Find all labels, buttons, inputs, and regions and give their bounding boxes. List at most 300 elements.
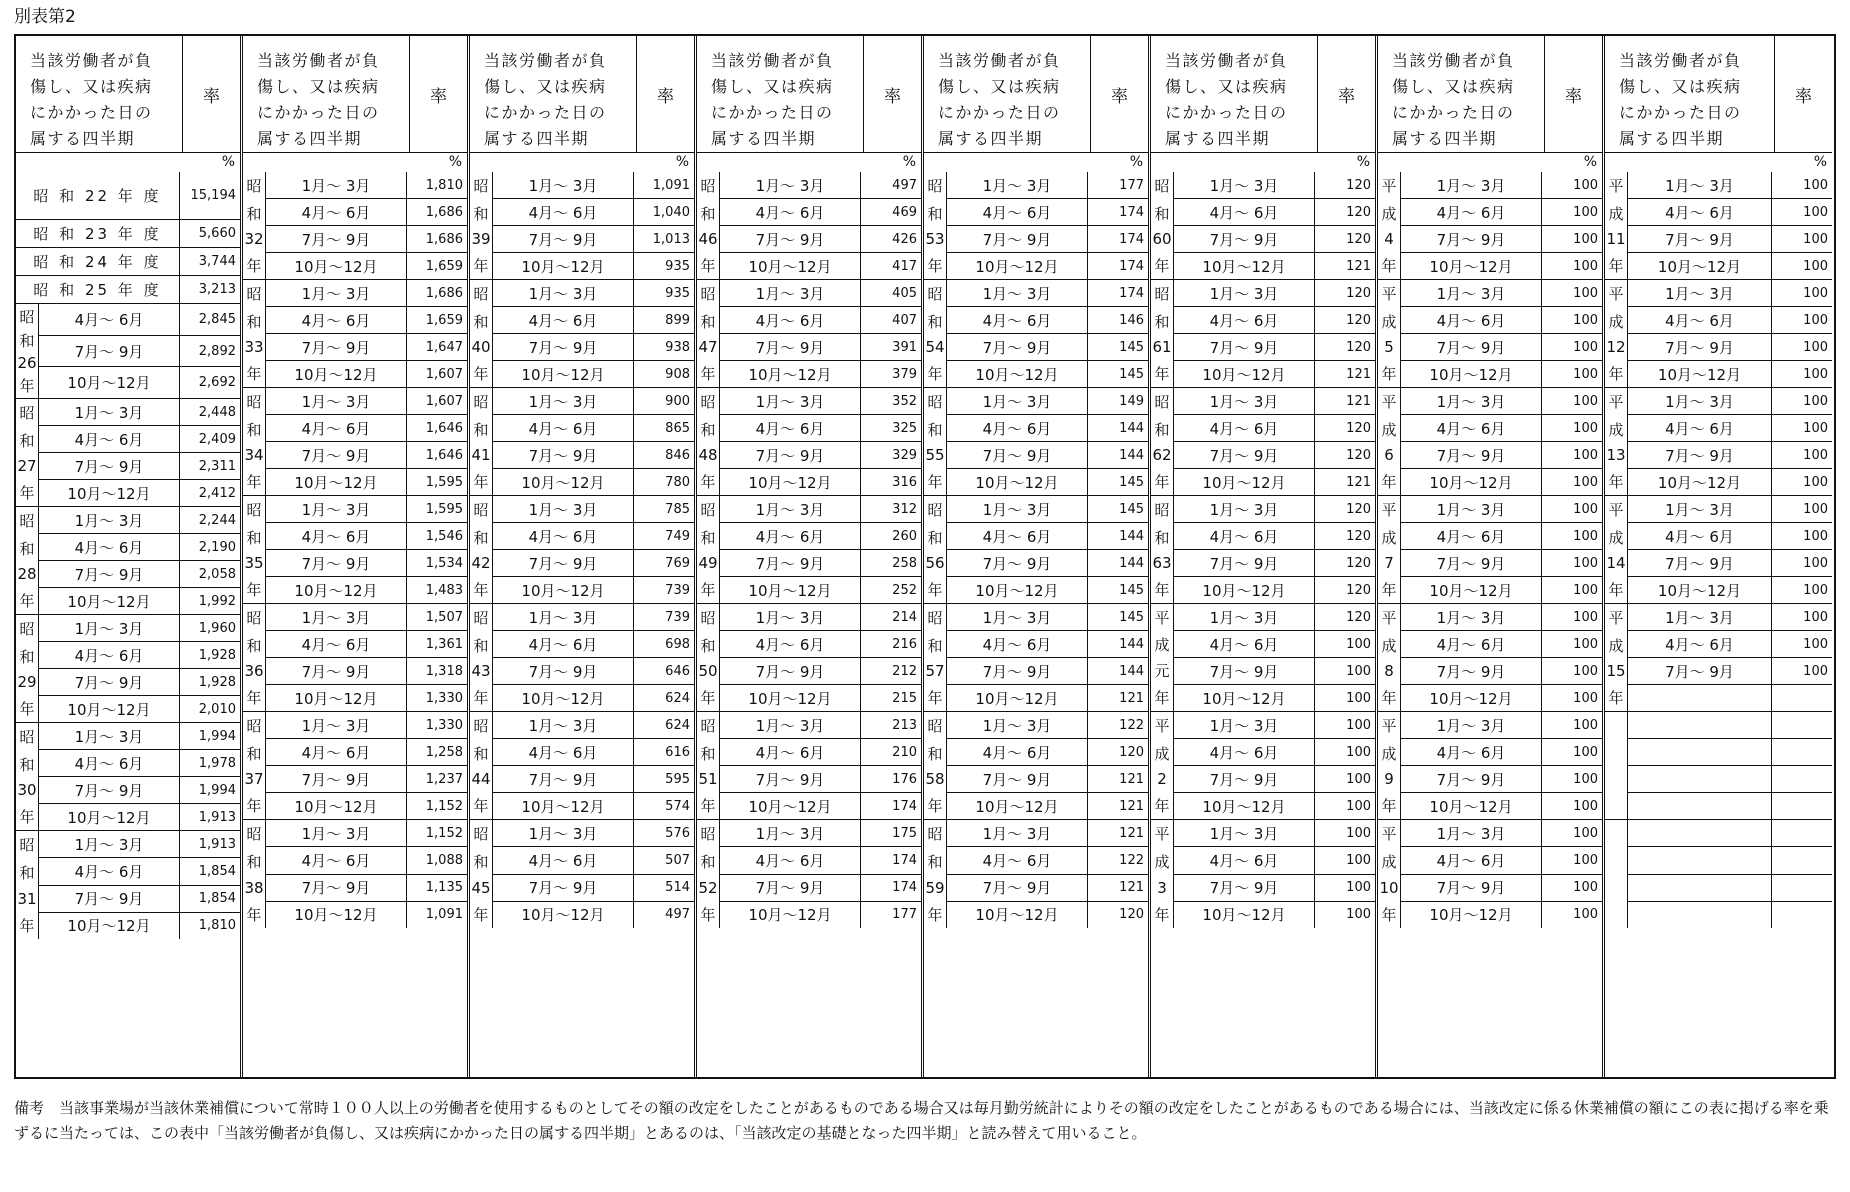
quarter-label: 7月～ 9月: [39, 336, 180, 367]
year-group: [924, 820, 1148, 928]
era-char: 和: [700, 744, 716, 763]
year-group: [697, 820, 921, 928]
quarter-label: 1月～ 3月: [1174, 388, 1315, 414]
era-char: 年: [19, 483, 35, 502]
rate-value: [1772, 685, 1832, 711]
era-year-label: [1378, 388, 1401, 495]
quarter-row: [1174, 685, 1375, 711]
quarter-label: 10月～12月: [266, 902, 407, 928]
rate-value: 213: [892, 717, 917, 733]
rate-value: 100: [1346, 771, 1371, 787]
quarter-label: 1月～ 3月: [493, 496, 634, 522]
quarter-label: 1月～ 3月: [947, 172, 1088, 198]
era-year-label: [16, 723, 39, 830]
era-char: 和: [700, 853, 716, 872]
quarter-row: [1401, 388, 1602, 415]
rate-value: 1,091: [425, 907, 463, 923]
quarter-label: 10月～12月: [1401, 685, 1542, 711]
quarter-label: 4月～ 6月: [947, 847, 1088, 873]
table-column-block: [470, 36, 697, 1077]
rate-value: 1,978: [198, 755, 236, 771]
quarter-label: 7月～ 9月: [947, 766, 1088, 792]
era-year-label: [243, 712, 266, 819]
rate-value: 100: [1573, 420, 1598, 436]
rate-value: 145: [1119, 366, 1144, 382]
quarter-row: [947, 739, 1148, 766]
rate-value: 121: [1346, 366, 1371, 382]
rate-value: 144: [1119, 420, 1144, 436]
era-year-label: [16, 615, 39, 722]
rate-value: 100: [1803, 204, 1828, 220]
quarter-row: [39, 669, 240, 696]
percent-unit: %: [1583, 154, 1597, 170]
era-char: 平: [1381, 177, 1397, 196]
quarter-row: [947, 307, 1148, 334]
quarter-row: [39, 642, 240, 669]
rate-value: 1,659: [425, 258, 463, 274]
era-char: 和: [246, 204, 262, 223]
era-char: 年: [473, 688, 489, 707]
era-char: 成: [1608, 312, 1624, 331]
quarter-rows: [1401, 496, 1602, 603]
rate-value: 121: [1119, 690, 1144, 706]
quarter-row: [266, 658, 467, 685]
quarter-row: [1174, 712, 1375, 739]
year-group: [470, 172, 694, 280]
rate-value: 1,258: [425, 744, 463, 760]
era-char: 29: [17, 673, 37, 692]
era-char: 成: [1381, 420, 1397, 439]
rate-value: 1,152: [425, 798, 463, 814]
era-char: 48: [698, 446, 718, 465]
year-group: [16, 723, 240, 831]
percent-unit: %: [1813, 154, 1827, 170]
quarter-row: [1401, 415, 1602, 442]
era-char: 和: [927, 528, 943, 547]
rate-value: 216: [892, 636, 917, 652]
rate-value: 574: [665, 798, 690, 814]
rate-value: 120: [1119, 744, 1144, 760]
era-char: 年: [1381, 905, 1397, 924]
quarter-row: [1401, 226, 1602, 253]
era-char: 和: [19, 431, 35, 450]
quarter-label: 10月～12月: [493, 361, 634, 387]
quarter-label: 10月～12月: [947, 469, 1088, 495]
quarter-row: [1401, 604, 1602, 631]
era-char: 35: [244, 554, 264, 573]
rate-value: 120: [1346, 312, 1371, 328]
quarter-row: [720, 496, 921, 523]
quarter-row: [493, 847, 694, 874]
era-char: 昭: [1154, 285, 1170, 304]
quarter-row: [1628, 361, 1832, 387]
era-char: 和: [473, 744, 489, 763]
quarter-row: [1174, 469, 1375, 495]
year-group: [16, 615, 240, 723]
quarter-row: [947, 820, 1148, 847]
era-char: 昭: [927, 177, 943, 196]
quarter-row: [1174, 442, 1375, 469]
era-year-label: [1151, 172, 1174, 279]
rate-value: 100: [1573, 258, 1598, 274]
rate-value: [1772, 820, 1832, 846]
era-char: 平: [1154, 608, 1170, 627]
quarter-label: 10月～12月: [720, 577, 861, 603]
quarter-row: [947, 361, 1148, 387]
quarter-label: 1月～ 3月: [493, 820, 634, 846]
rate-value: 1,686: [425, 204, 463, 220]
rate-value: 149: [1119, 393, 1144, 409]
quarter-row: [947, 523, 1148, 550]
rate-value: 1,483: [425, 582, 463, 598]
rate-value: 121: [1346, 474, 1371, 490]
quarter-label: 7月～ 9月: [39, 777, 180, 803]
percent-unit-row: [924, 153, 1148, 172]
era-char: 年: [473, 905, 489, 924]
quarter-label: 4月～ 6月: [720, 307, 861, 333]
rate-value: 2,448: [198, 404, 236, 420]
rate-value: 122: [1119, 717, 1144, 733]
era-char: 昭: [19, 836, 35, 855]
era-char: 和: [19, 539, 35, 558]
rate-value: 100: [1573, 366, 1598, 382]
era-char: 4: [1384, 230, 1394, 249]
quarter-label: 7月～ 9月: [1174, 226, 1315, 252]
quarter-row: [947, 496, 1148, 523]
quarter-label: 4月～ 6月: [493, 523, 634, 549]
quarter-rows: [1174, 388, 1375, 495]
quarter-label: 10月～12月: [493, 577, 634, 603]
quarter-rows: [39, 399, 240, 506]
year-group: [697, 172, 921, 280]
quarter-label: 10月～12月: [1174, 685, 1315, 711]
percent-unit: %: [675, 154, 689, 170]
rate-value: 329: [892, 447, 917, 463]
era-char: 昭: [19, 728, 35, 747]
quarter-rows: [1628, 172, 1832, 279]
rate-value: 1,546: [425, 528, 463, 544]
era-char: 14: [1606, 554, 1626, 573]
quarter-row: [1174, 820, 1375, 847]
quarter-row: [266, 712, 467, 739]
quarter-label: 1月～ 3月: [39, 399, 180, 425]
quarter-label: 7月～ 9月: [493, 334, 634, 360]
quarter-label: 7月～ 9月: [720, 226, 861, 252]
quarter-rows: [1628, 388, 1832, 495]
rate-value: 1,595: [425, 501, 463, 517]
era-char: 昭: [246, 177, 262, 196]
quarter-row: [1401, 739, 1602, 766]
quarter-row: [39, 426, 240, 453]
rate-value: 1,534: [425, 555, 463, 571]
rate-value: 215: [892, 690, 917, 706]
quarter-row: [493, 226, 694, 253]
quarter-row: [947, 280, 1148, 307]
rate-value: 1,361: [425, 636, 463, 652]
era-char: 年: [246, 796, 262, 815]
quarter-label: 1月～ 3月: [266, 604, 407, 630]
year-group: [243, 280, 467, 388]
year-group: [1605, 712, 1832, 820]
rate-value: 1,091: [652, 177, 690, 193]
rate-value: 1,330: [425, 690, 463, 706]
quarter-row: [1628, 334, 1832, 361]
rate-value: 514: [665, 880, 690, 896]
quarter-row: [1174, 280, 1375, 307]
era-char: 5: [1384, 338, 1394, 357]
rate-value: 749: [665, 528, 690, 544]
era-year-label: [470, 388, 493, 495]
quarter-row: [493, 307, 694, 334]
quarter-rows: [1174, 604, 1375, 711]
rate-value: 100: [1346, 744, 1371, 760]
column-body: [1151, 172, 1375, 1078]
rate-value: 1,686: [425, 285, 463, 301]
rate-value: 497: [892, 177, 917, 193]
quarter-row: [720, 875, 921, 902]
quarter-label: 4月～ 6月: [493, 847, 634, 873]
rate-value: 1,135: [425, 880, 463, 896]
rate-value: 100: [1803, 339, 1828, 355]
era-char: 成: [1154, 744, 1170, 763]
rate-value: 100: [1573, 636, 1598, 652]
quarter-label: 7月～ 9月: [947, 442, 1088, 468]
era-char: 昭: [927, 393, 943, 412]
quarter-row: [493, 739, 694, 766]
rate-value: 1,994: [198, 782, 236, 798]
quarter-label: 1月～ 3月: [39, 507, 180, 533]
quarter-row: [1174, 875, 1375, 902]
quarter-label: 7月～ 9月: [493, 875, 634, 901]
quarter-label: 7月～ 9月: [1174, 550, 1315, 576]
era-year-label: [1605, 172, 1628, 279]
quarter-row: [1174, 577, 1375, 603]
quarter-label: 1月～ 3月: [39, 615, 180, 641]
era-char: 平: [1381, 825, 1397, 844]
era-char: 30: [17, 781, 37, 800]
quarter-label: 7月～ 9月: [1174, 658, 1315, 684]
rate-value: 174: [892, 880, 917, 896]
quarter-label: 7月～ 9月: [266, 875, 407, 901]
rate-value: 100: [1803, 366, 1828, 382]
rate-value: 352: [892, 393, 917, 409]
rate-value: 1,330: [425, 717, 463, 733]
era-char: 年: [700, 905, 716, 924]
rate-value: 1,994: [198, 728, 236, 744]
quarter-row: [39, 399, 240, 426]
era-year-label: [470, 280, 493, 387]
quarter-row: [266, 172, 467, 199]
fiscal-year-row: [16, 220, 240, 248]
quarter-label: 4月～ 6月: [1628, 415, 1772, 441]
quarter-label: 4月～ 6月: [947, 199, 1088, 225]
quarter-rows: [1628, 604, 1832, 711]
quarter-row: [1628, 415, 1832, 442]
quarter-label: 1月～ 3月: [266, 280, 407, 306]
quarter-row: [39, 886, 240, 913]
quarter-rows: [266, 388, 467, 495]
quarter-row: [1401, 253, 1602, 279]
quarter-row: [720, 712, 921, 739]
quarter-row: [1628, 712, 1832, 739]
quarter-row: [39, 750, 240, 777]
era-char: 11: [1606, 230, 1626, 249]
era-char: 年: [1154, 796, 1170, 815]
quarter-label: 7月～ 9月: [1628, 658, 1772, 684]
quarter-label: [1628, 847, 1772, 873]
quarter-label: 1月～ 3月: [493, 388, 634, 414]
rate-value: 2,409: [198, 431, 236, 447]
era-char: 60: [1152, 230, 1172, 249]
quarter-rows: [720, 388, 921, 495]
rate-value: 120: [1346, 447, 1371, 463]
era-char: 2: [1157, 770, 1167, 789]
era-char: 年: [927, 796, 943, 815]
quarter-label: 4月～ 6月: [720, 739, 861, 765]
era-char: 成: [1381, 312, 1397, 331]
era-char: 和: [700, 420, 716, 439]
year-group: [1151, 604, 1375, 712]
quarter-label: 4月～ 6月: [1174, 199, 1315, 225]
quarter-label: 7月～ 9月: [947, 334, 1088, 360]
era-char: 年: [1381, 364, 1397, 383]
quarter-row: [1174, 253, 1375, 279]
quarter-row: [1174, 415, 1375, 442]
rate-value: 100: [1803, 420, 1828, 436]
era-char: 33: [244, 338, 264, 357]
rate-value: 1,607: [425, 393, 463, 409]
quarter-row: [493, 766, 694, 793]
quarter-label: 10月～12月: [1401, 253, 1542, 279]
table-column-block: [1605, 36, 1832, 1077]
era-char: 昭: [473, 609, 489, 628]
table-column-block: [243, 36, 470, 1077]
quarter-label: 7月～ 9月: [39, 886, 180, 912]
quarter-row: [1174, 361, 1375, 387]
quarter-row: [493, 820, 694, 847]
quarter-label: 1月～ 3月: [1401, 604, 1542, 630]
quarter-row: [1401, 658, 1602, 685]
rate-value: 145: [1119, 582, 1144, 598]
era-char: 年: [1381, 688, 1397, 707]
year-group: [1378, 388, 1602, 496]
quarter-row: [266, 820, 467, 847]
rate-value: [1772, 793, 1832, 819]
percent-unit-row: [1378, 153, 1602, 172]
quarter-row: [39, 588, 240, 614]
era-year-label: [1378, 280, 1401, 387]
quarter-label: 4月～ 6月: [1401, 307, 1542, 333]
quarter-row: [720, 550, 921, 577]
quarter-label: 7月～ 9月: [493, 550, 634, 576]
year-group: [1378, 712, 1602, 820]
era-char: 和: [473, 636, 489, 655]
rate-value: 145: [1119, 474, 1144, 490]
quarter-row: [1401, 685, 1602, 711]
quarter-label: 7月～ 9月: [1628, 226, 1772, 252]
column-header: [16, 36, 240, 153]
quarter-rows: [493, 712, 694, 819]
column-header: [1151, 36, 1375, 153]
quarter-label: 10月～12月: [720, 793, 861, 819]
era-year-label: [243, 280, 266, 387]
header-rate-label: 率: [1795, 86, 1812, 107]
quarter-label: 7月～ 9月: [493, 442, 634, 468]
rate-value: 100: [1346, 663, 1371, 679]
quarter-label: 4月～ 6月: [1401, 631, 1542, 657]
quarter-label: 4月～ 6月: [947, 523, 1088, 549]
era-char: 和: [19, 864, 35, 883]
era-char: 8: [1384, 662, 1394, 681]
quarter-label: 10月～12月: [266, 685, 407, 711]
quarter-row: [493, 631, 694, 658]
rate-value: 100: [1573, 285, 1598, 301]
quarter-label: 4月～ 6月: [266, 523, 407, 549]
rate-value: 120: [1346, 285, 1371, 301]
quarter-label: 7月～ 9月: [947, 875, 1088, 901]
rate-value: 100: [1573, 528, 1598, 544]
quarter-label: 1月～ 3月: [493, 712, 634, 738]
era-char: 47: [698, 338, 718, 357]
era-char: 年: [246, 472, 262, 491]
quarter-row: [1628, 469, 1832, 495]
era-char: 和: [473, 204, 489, 223]
quarter-row: [947, 442, 1148, 469]
quarter-label: 10月～12月: [39, 913, 180, 939]
quarter-row: [266, 847, 467, 874]
rate-value: 15,194: [190, 188, 236, 203]
quarter-row: [39, 777, 240, 804]
quarter-row: [720, 307, 921, 334]
era-year-label: [470, 496, 493, 603]
quarter-row: [266, 226, 467, 253]
quarter-label: 4月～ 6月: [493, 415, 634, 441]
era-char: 年: [700, 256, 716, 275]
quarter-rows: [266, 172, 467, 279]
year-group: [1605, 820, 1832, 928]
rate-value: 120: [1346, 555, 1371, 571]
era-char: 昭: [473, 501, 489, 520]
era-char: 34: [244, 446, 264, 465]
quarter-label: 7月～ 9月: [720, 442, 861, 468]
quarter-label: 10月～12月: [1174, 793, 1315, 819]
quarter-row: [947, 685, 1148, 711]
era-char: 年: [1381, 580, 1397, 599]
rate-value: 1,595: [425, 474, 463, 490]
quarter-label: 1月～ 3月: [947, 820, 1088, 846]
rate-value: 899: [665, 312, 690, 328]
year-group: [470, 604, 694, 712]
quarter-label: 4月～ 6月: [947, 415, 1088, 441]
era-char: 52: [698, 878, 718, 897]
era-char: 昭: [473, 825, 489, 844]
quarter-label: 4月～ 6月: [720, 847, 861, 873]
quarter-label: 10月～12月: [720, 685, 861, 711]
era-year-label: [243, 172, 266, 279]
quarter-row: [493, 253, 694, 279]
era-year-label: [1605, 280, 1628, 387]
quarter-row: [266, 442, 467, 469]
year-group: [924, 172, 1148, 280]
quarter-rows: [39, 723, 240, 830]
year-group: [1605, 496, 1832, 604]
rate-value: [1772, 847, 1832, 873]
header-period-label: 当該労働者が負 傷し、又は疾病 にかかった日の 属する四半期: [1378, 36, 1545, 152]
quarter-label: 7月～ 9月: [720, 875, 861, 901]
quarter-label: 7月～ 9月: [947, 550, 1088, 576]
quarter-rows: [720, 172, 921, 279]
quarter-row: [493, 496, 694, 523]
